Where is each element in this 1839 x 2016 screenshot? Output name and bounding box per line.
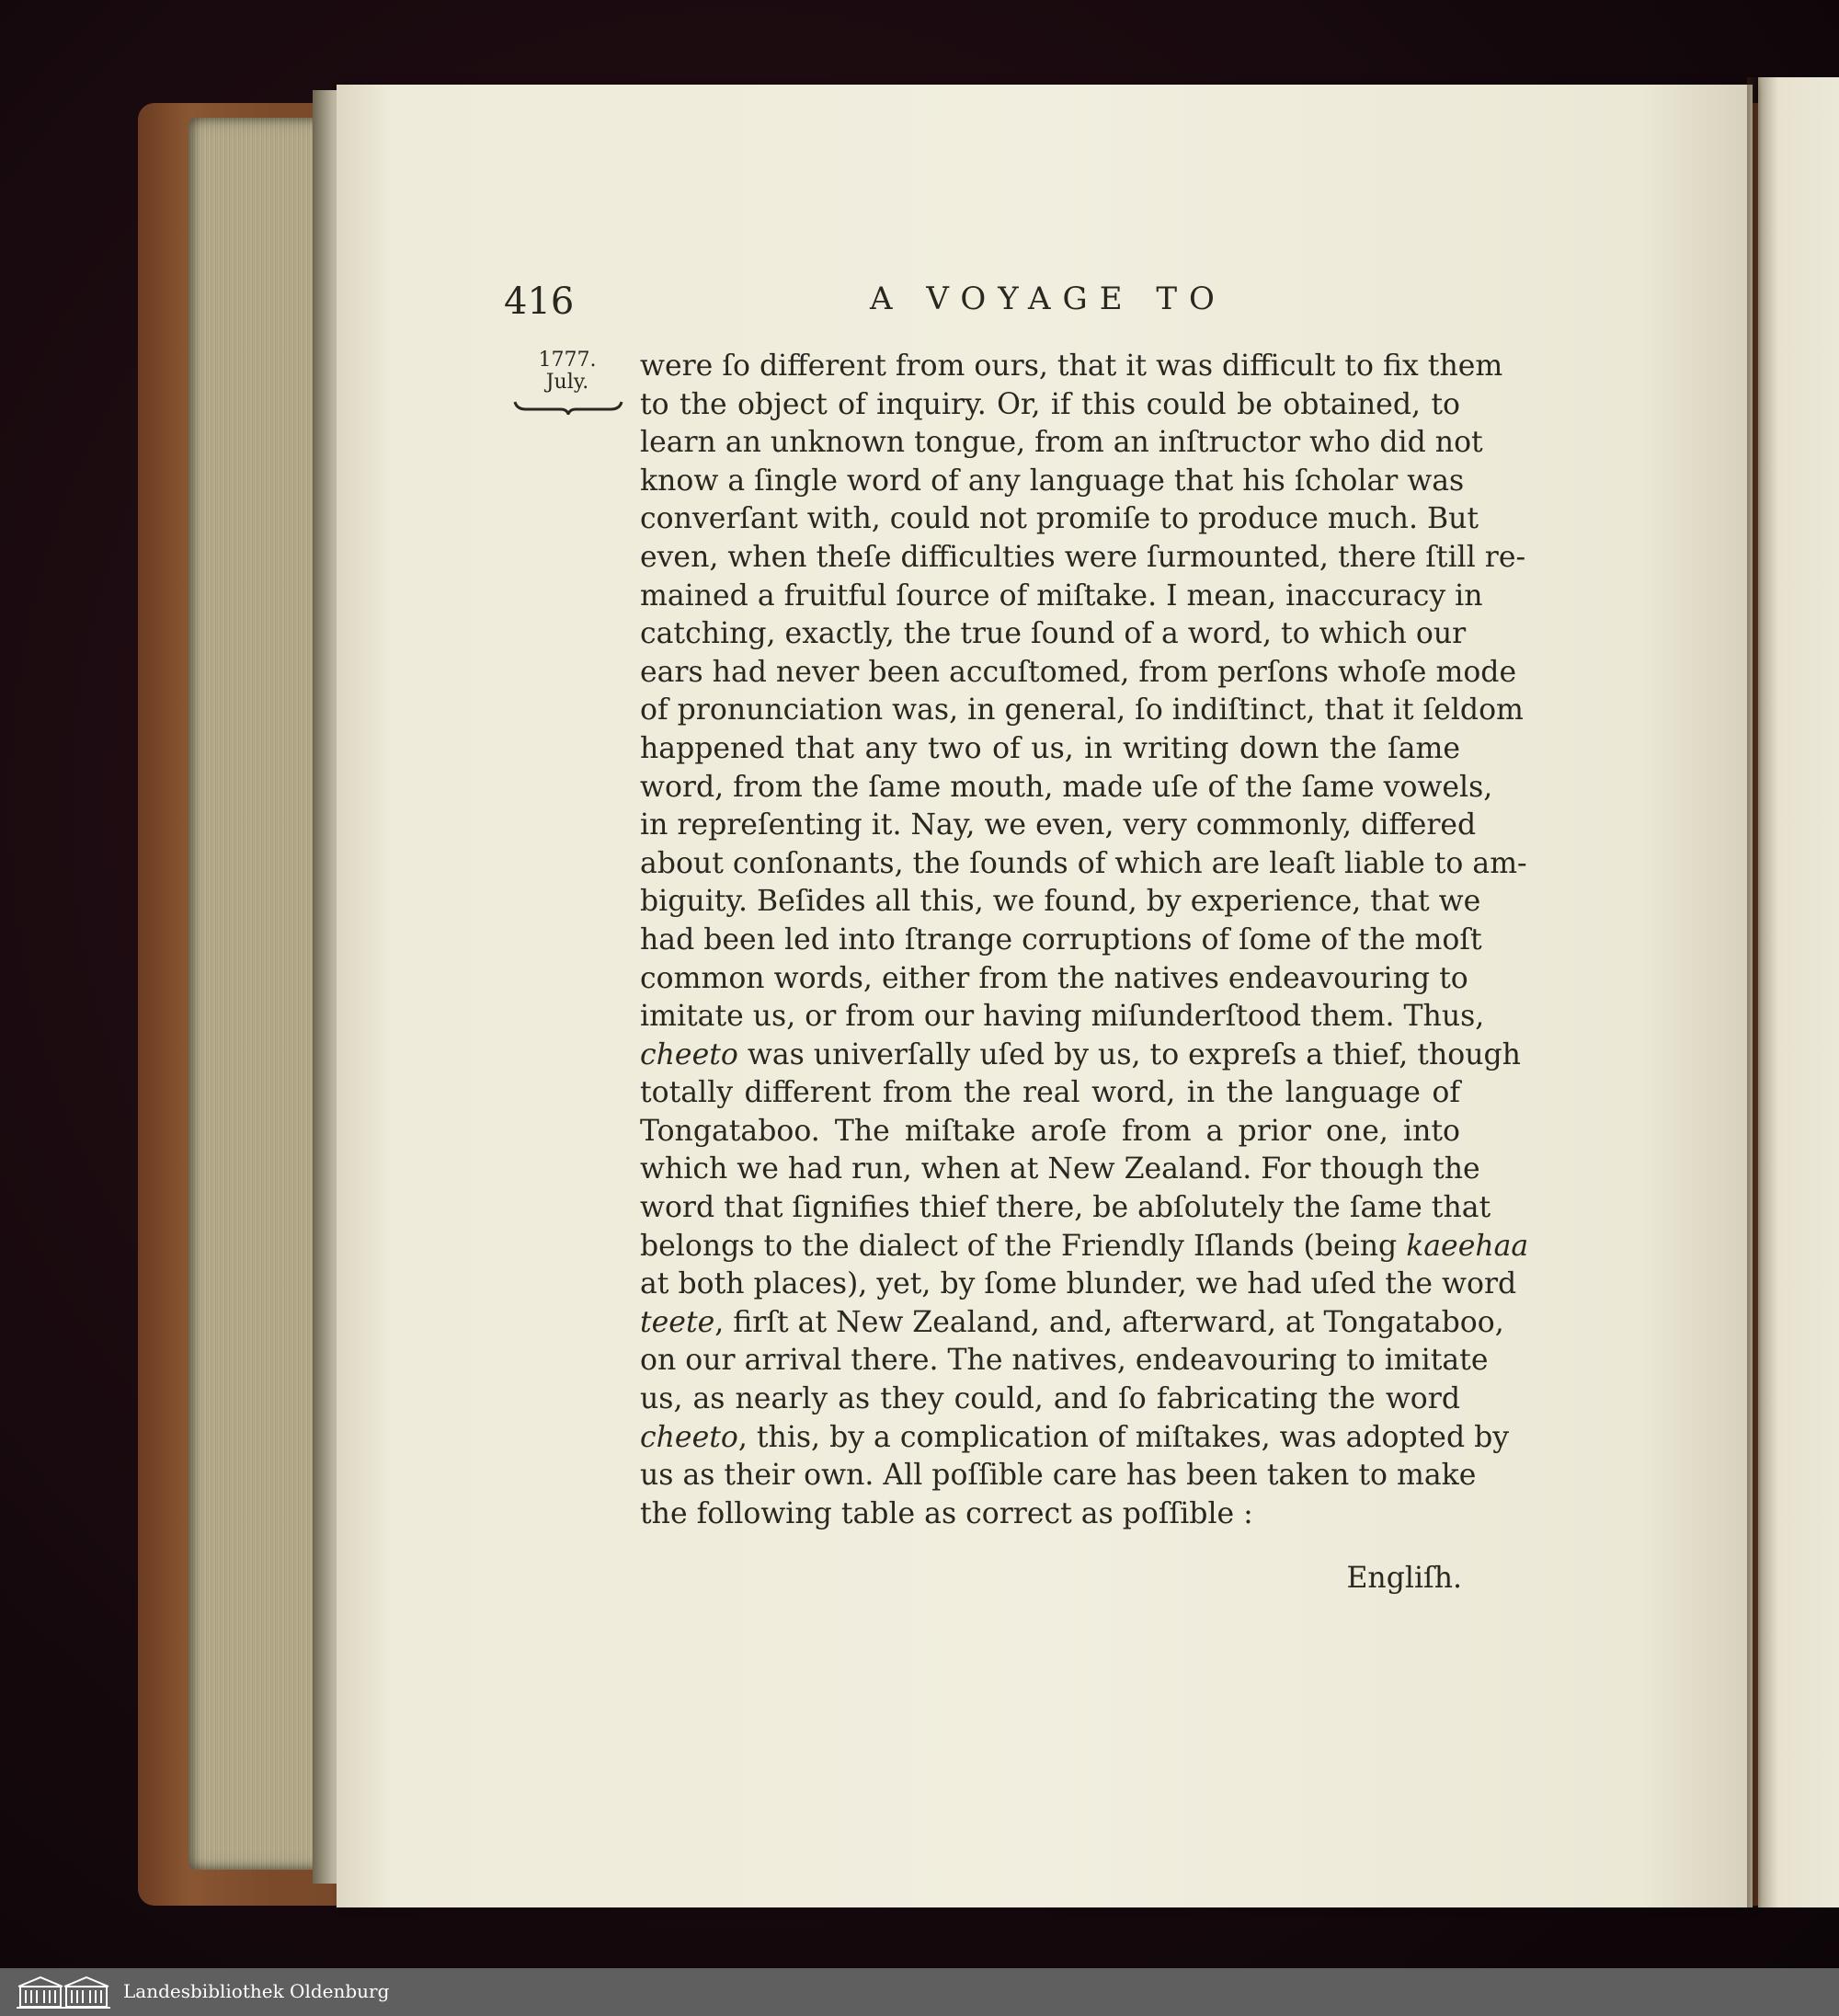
italic-word: cheeto — [640, 1420, 738, 1454]
italic-word: kaeehaa — [1406, 1229, 1529, 1263]
text-line — [640, 1228, 1529, 1266]
running-title: A VOYAGE TO — [870, 281, 1227, 317]
text-line — [640, 1304, 1504, 1343]
text-line: totally different from the real word, in the language of — [640, 1076, 1460, 1110]
text-line: had been led into ſtrange corruptions of ſome of the moſt — [640, 922, 1482, 956]
text-line: imitate us, or from our having miſunderſtood them. Thus, — [640, 1000, 1485, 1034]
text-line: which we had run, when at New Zealand. For though the — [640, 1152, 1480, 1186]
text-line: catching, exactly, the true ſound of a word, to which our — [640, 617, 1467, 651]
text-line: of pronunciation was, in general, ſo indiſtinct, that it ſeldom — [640, 693, 1524, 727]
facing-page-edge — [1758, 77, 1839, 1907]
body-text — [640, 348, 1529, 1533]
text-line: the following table as correct as poſſible : — [640, 1496, 1253, 1530]
brace-icon — [513, 398, 623, 415]
margin-note-year: 1777. — [538, 349, 597, 372]
text-line: us as their own. All poſſible care has been taken to make — [640, 1459, 1477, 1493]
text-span: , firſt at New Zealand, and, afterward, at Tongataboo, — [714, 1305, 1504, 1339]
italic-word: cheeto — [640, 1037, 738, 1071]
text-line: word that ſignifies thief there, be abſolutely the ſame that — [640, 1191, 1491, 1225]
text-line: word, from the ſame mouth, made uſe of the ſame vowels, — [640, 770, 1493, 804]
text-line: know a ſingle word of any language that his ſcholar was — [640, 464, 1465, 498]
text-line — [640, 1419, 1510, 1458]
text-line: in repreſenting it. Nay, we even, very commonly, differed — [640, 808, 1477, 842]
text-span: was univerſally uſed by us, to expreſs a thief, though — [737, 1037, 1521, 1071]
text-line: ears had never been accuſtomed, from perſons whoſe mode — [640, 655, 1517, 689]
text-line: about conſonants, the ſounds of which are leaſt liable to am- — [640, 846, 1527, 880]
text-line: common words, either from the natives endeavouring to — [640, 961, 1468, 995]
text-span: belongs to the dialect of the Friendly Iſlands (being — [640, 1229, 1407, 1263]
text-line: Tongataboo. The miſtake aroſe from a prior one, into — [640, 1114, 1460, 1148]
text-line: happened that any two of us, in writing down the ſame — [640, 731, 1460, 765]
catchword: Engliſh. — [1346, 1562, 1462, 1595]
text-line: us, as nearly as they could, and ſo fabricating the word — [640, 1382, 1460, 1416]
spine-shadow — [1747, 77, 1762, 1907]
text-line: learn an unknown tongue, from an inſtructor who did not — [640, 426, 1483, 460]
italic-word: teete — [640, 1305, 715, 1339]
page-number: 416 — [504, 281, 575, 323]
text-line: at both places), yet, by ſome blunder, we had uſed the word — [640, 1267, 1517, 1301]
text-line: to the object of inquiry. Or, if this could be obtained, to — [640, 387, 1460, 421]
footer-bar — [0, 1968, 1839, 2016]
text-line: converſant with, could not promiſe to produce much. But — [640, 502, 1479, 536]
margin-note-month: July. — [545, 371, 589, 394]
library-building-icon — [13, 1974, 114, 2010]
library-name: Landesbibliothek Oldenburg — [123, 1980, 390, 2002]
text-line — [640, 1037, 1521, 1075]
text-line: on our arrival there. The natives, endeavouring to imitate — [640, 1344, 1489, 1378]
text-span: , this, by a complication of miſtakes, was adopted by — [737, 1420, 1510, 1454]
text-line: biguity. Beſides all this, we found, by experience, that we — [640, 885, 1481, 919]
text-line: even, when theſe difficulties were ſurmounted, there ſtill re- — [640, 540, 1526, 574]
text-line: mained a fruitful ſource of miſtake. I mean, inaccuracy in — [640, 578, 1483, 613]
text-line: were ſo different from ours, that it was difficult to fix them — [640, 349, 1503, 383]
